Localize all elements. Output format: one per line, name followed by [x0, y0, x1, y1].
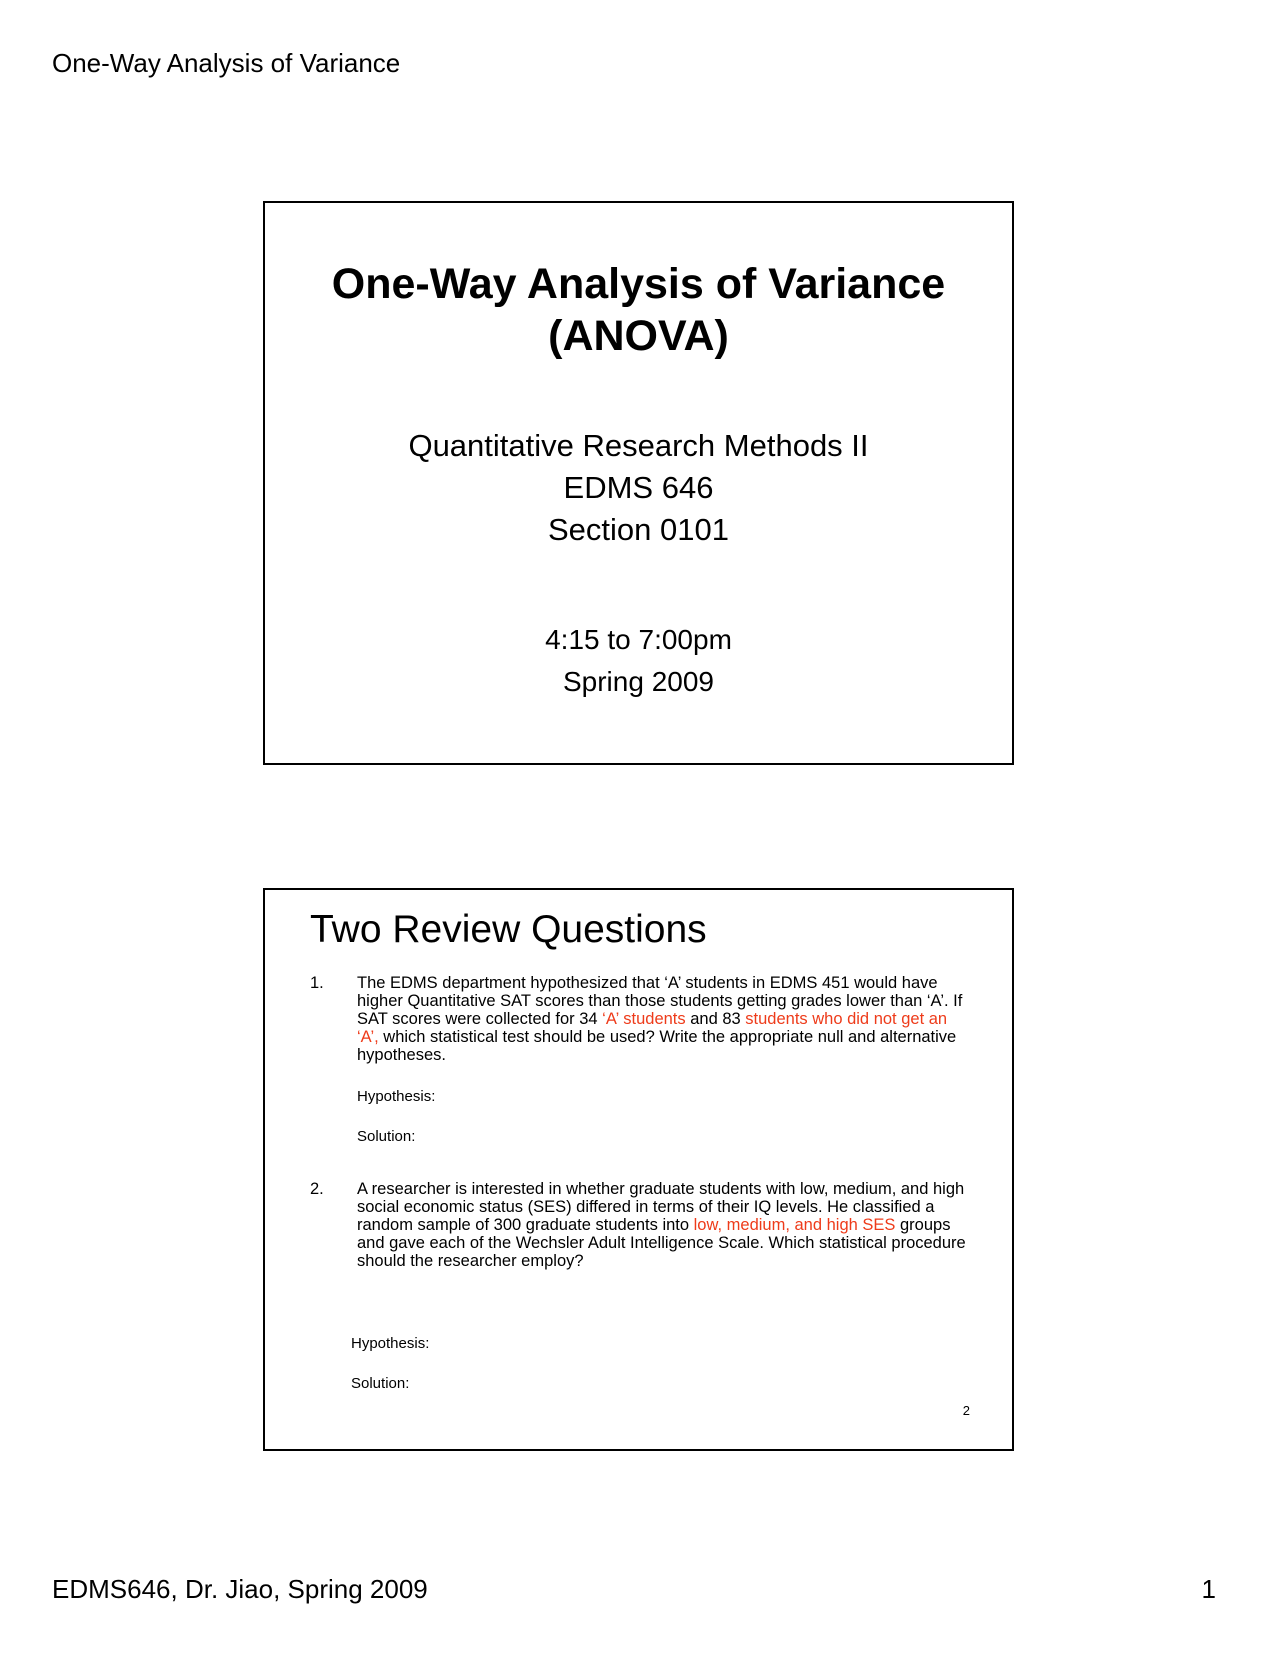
- highlighted-text: low, medium, and high SES: [693, 1216, 896, 1234]
- title-slide: [263, 201, 1014, 765]
- class-time: 4:15 to 7:00pm: [545, 624, 732, 655]
- slide-number: 2: [962, 1403, 970, 1418]
- slide-title: [265, 258, 1012, 362]
- question-text-part: groups and gave each of the Wechsler Adult Intelligence Scale. Which statistical procedure should the researcher employ?: [357, 1216, 966, 1270]
- hypothesis-label: Hypothesis:: [351, 1335, 430, 1352]
- question-text-part: and 83: [685, 1010, 746, 1028]
- question-text: [357, 1180, 970, 1270]
- question-text: [357, 974, 970, 1064]
- slide-title-line-1: One-Way Analysis of Variance: [331, 260, 946, 308]
- page-footer-text: EDMS646, Dr. Jiao, Spring 2009: [52, 1574, 428, 1604]
- question-1: [310, 974, 970, 1064]
- hypothesis-label: Hypothesis:: [357, 1088, 436, 1105]
- schedule-info: [265, 619, 1012, 703]
- page-header-title: One-Way Analysis of Variance: [52, 48, 401, 78]
- highlighted-text: ‘A’ students: [602, 1010, 686, 1028]
- question-number: 2.: [310, 1180, 324, 1198]
- slide-title: Two Review Questions: [310, 908, 707, 951]
- question-text-part: which statistical test should be used? Write the appropriate null and alternative hypotheses.: [357, 1028, 957, 1064]
- question-text-part: The EDMS department hypothesized that ‘A’ students in EDMS 451 would have higher Quantitative SAT scores than those students getting grades lower than ‘A’. If SAT scores were collected for 34: [357, 974, 963, 1028]
- solution-label: Solution:: [351, 1375, 410, 1392]
- course-section: Section 0101: [548, 512, 729, 547]
- course-code: EDMS 646: [563, 470, 714, 505]
- slide-title-line-2: (ANOVA): [548, 312, 729, 360]
- question-number: 1.: [310, 974, 324, 992]
- highlighted-text: students who did not get an ‘A’,: [357, 1010, 948, 1046]
- page-number: 1: [1201, 1574, 1216, 1604]
- question-2: [310, 1180, 970, 1270]
- solution-label: Solution:: [357, 1128, 416, 1145]
- review-questions-slide: [263, 888, 1014, 1451]
- course-name: Quantitative Research Methods II: [408, 428, 869, 463]
- question-text-part: A researcher is interested in whether graduate students with low, medium, and high social economic status (SES) differed in terms of their IQ levels. He classified a random sample of 300 graduate students into: [357, 1180, 965, 1234]
- course-info: [265, 425, 1012, 551]
- class-term: Spring 2009: [562, 666, 714, 697]
